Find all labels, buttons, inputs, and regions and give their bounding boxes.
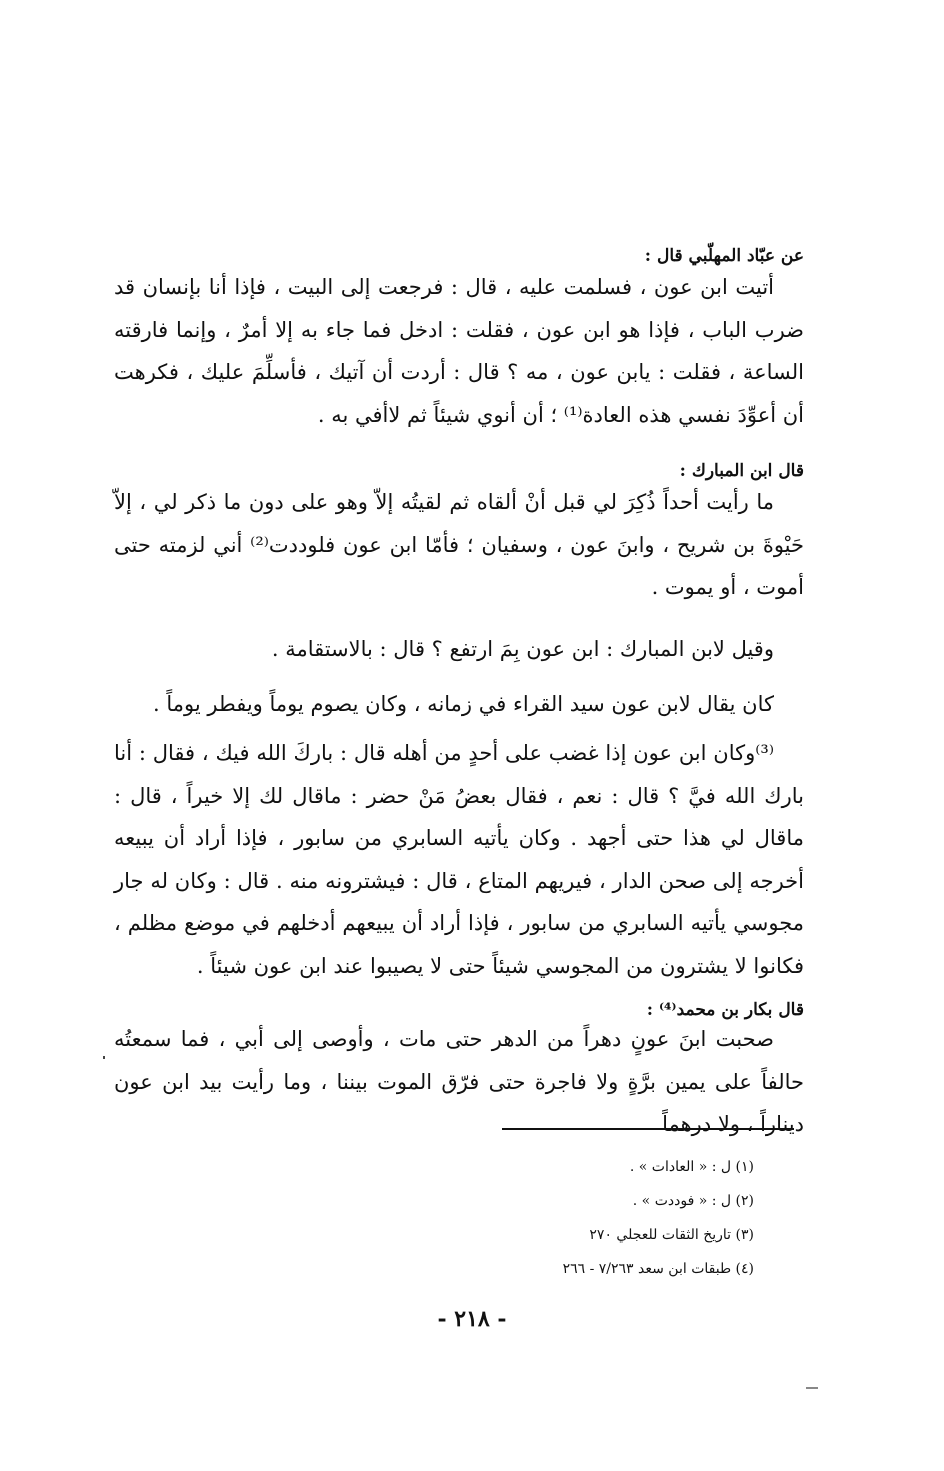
footnote-4: (٤) طبقات ابن سعد ٧/٢٦٣ - ٢٦٦ xyxy=(562,1261,754,1277)
footnote-1: (١) ل : « العادات » . xyxy=(629,1159,754,1175)
footnote-2: (٢) ل : « فوددت » . xyxy=(632,1193,754,1209)
page-number: - ٢١٨ - xyxy=(437,1306,507,1332)
paragraph-ibn-awn-visit: أتيت ابن عون ، فسلمت عليه ، قال : فرجعت إلى البيت ، فإذا أنا بإنسان قد ضرب الباب ، فإذا هو ابن عون ، فقلت : ادخل فما جاء به إلا أمرٌ ، وإنما فارقته الساعة ، فقلت : يابن عون ، مه ؟ قال : أردت أن آتيك ، فأسلِّمَ عليك ، فكرهت أن أعوِّدَ نفسي هذه العادة⁽¹⁾ ؛ أن أنوي شيئاً ثم لاأفي به . xyxy=(114,275,804,427)
section-heading-ibn-mubarak: قال ابن المبارك : xyxy=(679,461,804,481)
paragraph-sayyid-al-qurra: كان يقال لابن عون سيد القراء في زمانه ، وكان يصوم يوماً ويفطر يوماً . xyxy=(153,692,774,716)
paragraph-ibn-mubarak-saying: ما رأيت أحداً ذُكِرَ لي قبل أنْ ألقاه ثم لقيتُه إلاّ وهو على دون ما ذكر لي ، إلاّ حَيْوةَ بن شريح ، وابنَ عون ، وسفيان ؛ فأمّا ابن عون فلوددت⁽²⁾ أني لزمته حتى أموت ، أو يموت . xyxy=(114,490,804,599)
section-heading-bakkar: قال بكار بن محمد⁽⁴⁾ : xyxy=(646,1000,804,1020)
scan-dot xyxy=(103,1056,105,1059)
paragraph-sabiri-trade: ⁽³⁾وكان ابن عون إذا غضب على أحدٍ من أهله قال : باركَ الله فيك ، فقال : أنا بارك الله فيَّ ؟ قال : نعم ، فقال بعضُ مَنْ حضر : ماقال لك إلا خيراً ، قال : ماقال لي هذا حتى أجهد . وكان يأتيه السابري من سابور ، فإذا أراد أن يبيعه أخرجه إلى صحن الدار ، فيريهم المتاع ، قال : فيشترونه منه . قال : وكان له جار مجوسي يأتيه السابري من سابور ، فإذا أراد أن يبيعهم أدخلهم في موضع مظلم ، فكانوا لا يشترون من المجوسي شيئاً حتى لا يصيبوا عند ابن عون شيئاً . xyxy=(114,741,804,978)
footnote-separator xyxy=(502,1128,794,1130)
footnotes xyxy=(354,1150,754,1286)
paragraph-istiqama: وقيل لابن المبارك : ابن عون بِمَ ارتفع ؟ قال : بالاستقامة . xyxy=(271,637,774,661)
footnote-3: (٣) تاريخ الثقات للعجلي ٢٧٠ xyxy=(589,1227,754,1243)
paragraph-bakkar-companionship: صحبت ابنَ عونٍ دهراً من الدهر حتى مات ، وأوصى إلى أبي ، فما سمعتُه حالفاً على يمين برَّةٍ ولا فاجرة حتى فرّق الموت بيننا ، وما رأيت بيد ابن عون ديناراً ، ولا درهماً xyxy=(114,1027,804,1136)
scan-mark xyxy=(806,1387,818,1389)
section-heading-abbad: عن عبّاد المهلّبي قال : xyxy=(644,246,804,266)
